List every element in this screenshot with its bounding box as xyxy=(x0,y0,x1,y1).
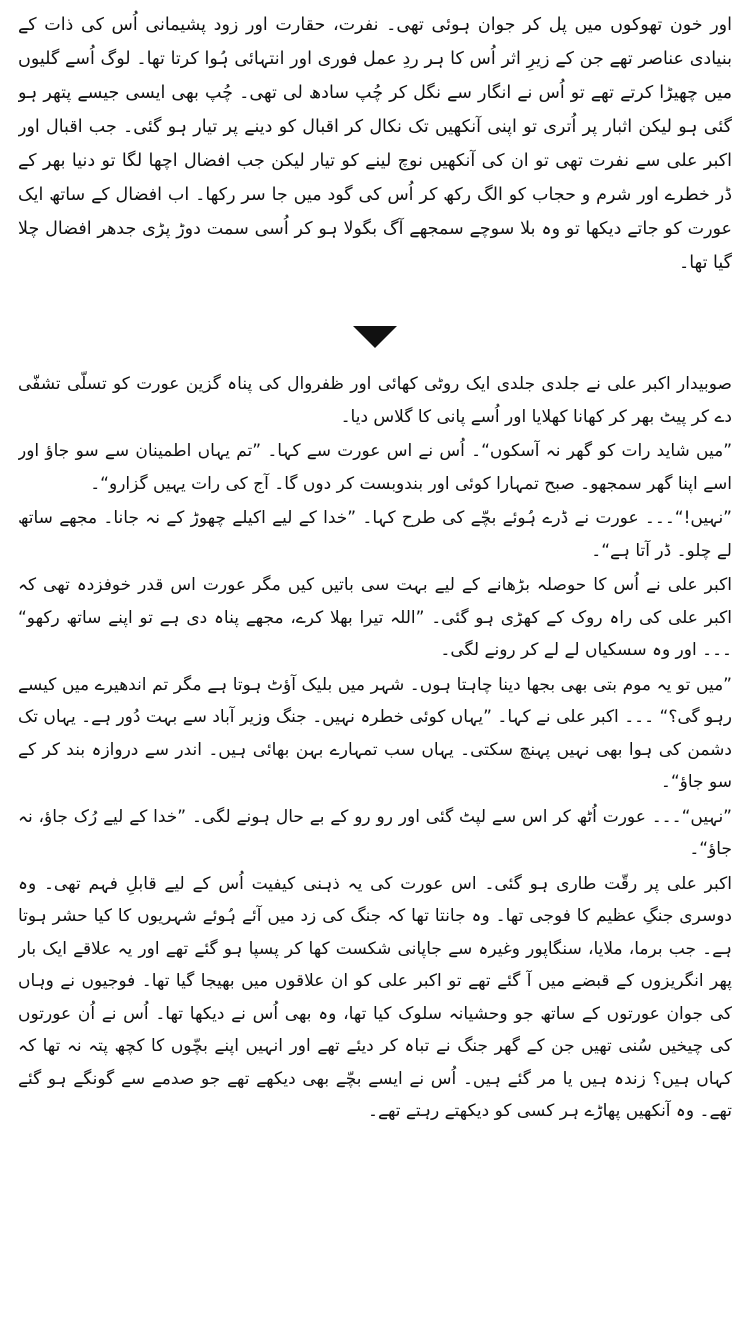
paragraph: ”نہیں!“۔۔۔ عورت نے ڈرے ہُوئے بچّے کی طرح کہا۔ ”خدا کے لیے اکیلے چھوڑ کے نہ جانا۔ مجھے ساتھ لے چلو۔ ڈر آتا ہے“۔ xyxy=(18,508,732,561)
main-section xyxy=(18,368,732,1318)
paragraph: اکبر علی پر رقّت طاری ہو گئی۔ اس عورت کی یہ ذہنی کیفیت اُس کے لیے قابلِ فہم تھی۔ وہ دوسری جنگِ عظیم کا فوجی تھا۔ وہ جانتا تھا کہ جنگ کی زد میں آئے ہُوئے شہریوں کا کیا حشر ہوتا ہے۔ جب برما، ملایا، سنگاپور وغیرہ سے جاپانی شکست کھا کر پسپا ہو گئے تھے اور یہ علاقے ایک بار پھر انگریزوں کے قبضے میں آ گئے تھے تو اکبر علی کو ان علاقوں میں بھیجا گیا تھا۔ فوجیوں نے وہاں کی جوان عورتوں کے ساتھ جو وحشیانہ سلوک کیا تھا، وہ بھی اُس نے دیکھا تھا۔ اُس نے اُن عورتوں کی چیخیں سُنی تھیں جن کے گھر جنگ نے تباہ کر دیئے تھے اور انہیں اپنے بچّوں کا کچھ پتہ نہ تھا کہ کہاں ہیں؟ زندہ ہیں یا مر گئے ہیں۔ اُس نے ایسے بچّے بھی دیکھے تھے جو صدمے سے گونگے ہو گئے تھے۔ وہ آنکھیں پھاڑے ہر کسی کو دیکھتے رہتے تھے۔ xyxy=(18,873,732,1121)
paragraph: ”میں تو یہ موم بتی بھی بجھا دینا چاہتا ہوں۔ شہر میں بلیک آؤٹ ہوتا ہے مگر تم اندھیرے میں کیسے رہو گی؟“ ۔۔۔ اکبر علی نے کہا۔ ”یہاں کوئی خطرہ نہیں۔ جنگ وزیر آباد سے بہت دُور ہے۔ یہاں تک دشمن کی ہوا بھی نہیں پہنچ سکتی۔ یہاں سب تمہارے بہن بھائی ہیں۔ اندر سے دروازہ بند کر کے سو جاؤ“۔ xyxy=(18,674,732,792)
paragraph: ”میں شاید رات کو گھر نہ آسکوں“۔ اُس نے اس عورت سے کہا۔ ”تم یہاں اطمینان سے سو جاؤ اور اسے اپنا گھر سمجھو۔ صبح تمہارا کوئی اور بندوبست کر دوں گا۔ آج کی رات یہیں گزارو“۔ xyxy=(18,441,732,494)
paragraph: ”نہیں“۔۔۔ عورت اُٹھ کر اس سے لپٹ گئی اور رو رو کے بے حال ہونے لگی۔ ”خدا کے لیے رُک جاؤ، نہ جاؤ“۔ xyxy=(18,806,732,859)
document-page xyxy=(18,8,732,1328)
section-divider xyxy=(18,326,732,352)
paragraph: اور خون تھوکوں میں پل کر جوان ہوئی تھی۔ نفرت، حقارت اور زود پشیمانی اُس کی ذات کے بنیادی عناصر تھے جن کے زیرِ اثر اُس کا ہر ردِ عمل فوری اور انتہائی ہُوا کرتا تھا۔ لوگ اُسے گلیوں میں چھیڑا کرتے تھے تو اُس نے انگار سے نگل کر چُپ سادھ لی تھی۔ چُپ بھی ایسی جیسے پتھر ہو گئی ہو لیکن اثبار پر اُتری تو اپنی آنکھیں تک نکال کر اقبال کو دینے پر تیار ہو گئی۔ جب اقبال اور اکبر علی سے نفرت تھی تو ان کی آنکھیں نوچ لینے کو تیار لیکن جب افضال اچھا لگا تو دنیا بھر کے ڈر خطرے اور شرم و حجاب کو الگ رکھ کر اُس کی گود میں جا سر رکھا۔ اب افضال کے ساتھ ایک عورت کو جاتے دیکھا تو وہ بلا سوچے سمجھے آگ بگولا ہو کر اُسی سمت دوڑ پڑی جدھر افضال چلا گیا تھا۔ xyxy=(18,15,732,273)
opening-section xyxy=(18,8,732,308)
paragraph: صوبیدار اکبر علی نے جلدی جلدی ایک روٹی کھائی اور ظفروال کی پناہ گزین عورت کو تسلّی تشفّی دے کر پیٹ بھر کر کھانا کھلایا اور اُسے پانی کا گلاس دیا۔ xyxy=(18,374,732,427)
down-triangle-icon xyxy=(353,326,397,348)
main-text-block xyxy=(18,368,732,1128)
opening-text-block xyxy=(18,8,732,280)
paragraph: اکبر علی نے اُس کا حوصلہ بڑھانے کے لیے بہت سی باتیں کیں مگر عورت اس قدر خوفزدہ تھی کہ اکبر علی کی راہ روک کے کھڑی ہو گئی۔ ”اللہ تیرا بھلا کرے، مجھے پناہ دی ہے تو اپنے ساتھ رکھو“ ۔۔۔ اور وہ سسکیاں لے لے کر رونے لگی۔ xyxy=(18,575,732,660)
